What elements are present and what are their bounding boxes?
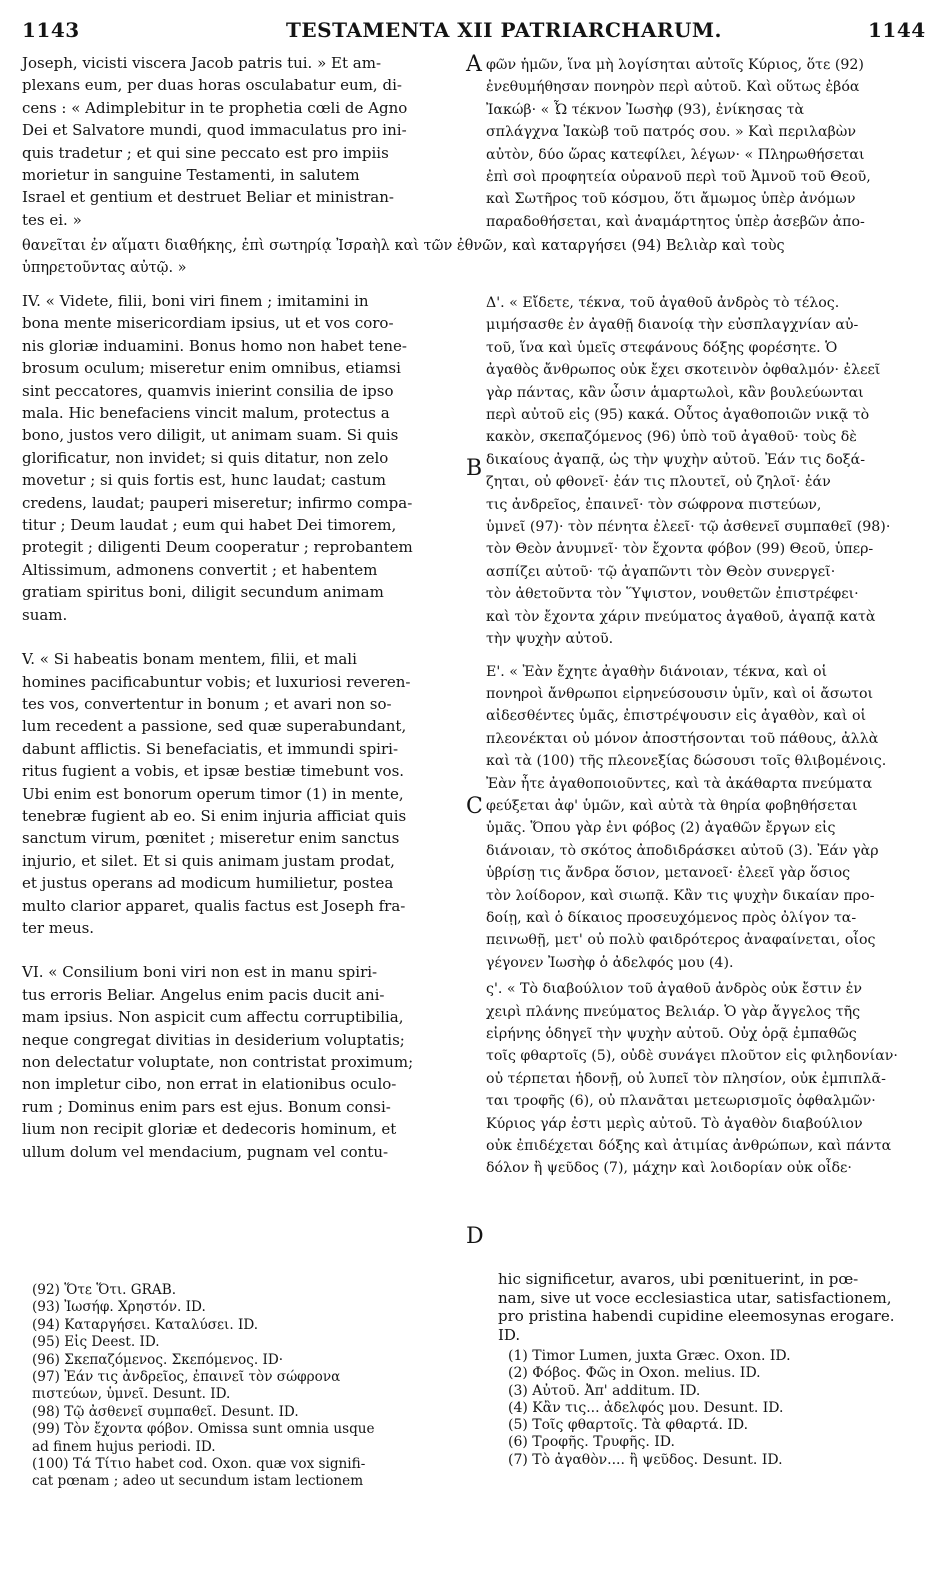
text-line: χειρὶ πλάνης πνεύματος Βελιάρ. Ὁ γὰρ ἄγγελος τῆς (486, 1003, 861, 1020)
text-line: Joseph, vicisti viscera Jacob patris tui. » Et am- (22, 54, 382, 72)
footnote: (94) Καταργήσει. Καταλύσει. ID. (32, 1316, 259, 1333)
text-line: ὑμνεῖ (97)· τὸν πένητα ἐλεεῖ· τῷ ἀσθενεῖ συμπαθεῖ (98)· (486, 519, 891, 536)
text-line: ὑμᾶς. Ὅπου γὰρ ἐνι φόβος (2) ἀγαθῶν ἔργων εἰς (486, 820, 836, 837)
footnote: (98) Τῷ ἀσθενεῖ συμπαθεῖ. Desunt. ID. (32, 1403, 299, 1420)
text-line: plexans eum, per duas horas osculabatur eum, di- (22, 76, 402, 95)
latin-section-iv (22, 290, 454, 626)
footnote: (7) Τὸ ἀγαθὸν.... ἢ ψεῦδος. Desunt. ID. (508, 1451, 783, 1468)
text-line: ullum dolum vel mendacium, pugnam vel contu- (22, 1142, 389, 1161)
text-line: φεύξεται ἀφ' ὑμῶν, καὶ αὐτὰ τὰ θηρία φοβηθήσεται (486, 797, 858, 814)
text-line: injurio, et silet. Et si quis animam justam prodat, (22, 851, 395, 870)
footnote: (1) Timor Lumen, juxta Græc. Oxon. ID. (508, 1348, 791, 1364)
text-line: quis tradetur ; et qui sine peccato est pro impiis (22, 143, 389, 162)
text-line: sint peccatores, quamvis inierint consilia de ipso (22, 381, 394, 400)
text-line: τὸν ἀθετοῦντα τὸν Ὕψιστον, νουθετῶν ἐπιστρέφει· (486, 586, 859, 603)
latin-top-block (22, 52, 454, 231)
text-line: credens, laudat; pauperi miseretur; infirmo compa- (22, 493, 413, 512)
greek-full-line: θανεῖται ἐν αἵματι διαθήκης, ἐπὶ σωτηρίᾳ Ἰσραὴλ καὶ τῶν ἐθνῶν, καὶ καταργήσει (94) Βελιὰρ καὶ τοὺς (22, 238, 785, 254)
footnote: (2) Φόβος. Φῶς in Oxon. melius. ID. (508, 1365, 761, 1382)
text-line: οὐκ ἐπιδέχεται δόξης καὶ ἀτιμίας ἀνθρώπων, καὶ πάντα (486, 1138, 892, 1155)
text-line: tes ei. » (22, 210, 82, 229)
text-line: Dei et Salvatore mundi, quod immaculatus pro ini- (22, 121, 407, 140)
footnote: πιστεύων, ὑμνεῖ. Desunt. ID. (32, 1386, 231, 1403)
marker-c: C (466, 794, 483, 819)
text-line: καὶ τὸν ἔχοντα χάριν πνεύματος ἀγαθοῦ, ἀγαπᾷ κατὰ (486, 608, 876, 625)
text-line: τὴν ψυχὴν αὐτοῦ. (486, 631, 614, 648)
text-line: Ubi enim est bonorum operum timor (1) in mente, (22, 784, 404, 803)
text-line: σπλάγχνα Ἰακὼβ τοῦ πατρός σου. » Καὶ περιλαβὼν (486, 124, 856, 141)
latin-section-vi (22, 961, 454, 1163)
text-line: ἐπὶ σοὶ προφητεία οὐρανοῦ περὶ τοῦ Ἀμνοῦ τοῦ Θεοῦ, (486, 169, 871, 186)
text-line: lum recedent a passione, sed quæ superabundant, (22, 717, 407, 736)
text-line: μιμήσασθε ἐν ἀγαθῇ διανοίᾳ τὴν εὐσπλαγχνίαν αὐ- (486, 317, 859, 334)
footnote: cat pœnam ; adeo ut secundum istam lectionem (32, 1473, 364, 1490)
text-line: τοῖς φθαρτοῖς (5), οὐδὲ συνάγει πλοῦτον εἰς φιληδονίαν· (486, 1048, 898, 1065)
text-line: morietur in sanguine Testamenti, in salutem (22, 166, 360, 185)
text-line: αἰδεσθέντες ὑμᾶς, ἐπιστρέψουσιν εἰς ἀγαθὸν, καὶ οἱ (486, 708, 867, 725)
text-line: neque congregat divitias in desiderium voluptatis; (22, 1030, 405, 1049)
text-line: IV. « Videte, filii, boni viri finem ; imitamini in (22, 292, 369, 310)
text-line: non impletur cibo, non errat in elationibus oculo- (22, 1075, 397, 1094)
text-line: πεινωθῇ, μετ' οὐ πολὺ φαιδρότερος ἀναφαίνεται, οἷος (486, 932, 876, 949)
text-line: ritus fugient a vobis, et ipsæ bestiæ timebunt vos. (22, 762, 405, 781)
greek-main-column (486, 292, 928, 1180)
text-line: τοῦ, ἵνα καὶ ὑμεῖς στεφάνους δόξης φορέσητε. Ὁ (486, 339, 838, 356)
text-line: Κύριος γάρ ἐστι μερὶς αὐτοῦ. Τὸ ἀγαθὸν διαβούλιον (486, 1115, 863, 1132)
text-line: πονηροὶ ἄνθρωποι εἰρηνεύσουσιν ὑμῖν, καὶ οἱ ἄσωτοι (486, 685, 874, 702)
text-line: Δ'. « Εἴδετε, τέκνα, τοῦ ἀγαθοῦ ἀνδρὸς τὸ τέλος. (486, 295, 840, 311)
footnotes-left (32, 1282, 456, 1491)
greek-full-line: ὑπηρετοῦντας αὐτῷ. » (22, 260, 187, 276)
greek-section-5 (486, 661, 928, 975)
latin-main-column (22, 290, 454, 1163)
text-line: multo clarior apparet, qualis factus est Joseph fra- (22, 896, 406, 915)
text-line: εἰρήνης ὁδηγεῖ τὴν ψυχὴν αὐτοῦ. Οὐχ ὁρᾷ ἐμπαθῶς (486, 1026, 857, 1042)
text-line: καὶ Σωτῆρος τοῦ κόσμου, ὅτι ἄμωμος ὑπὲρ ἀνόμων (486, 191, 856, 208)
text-line: ται τροφῆς (6), οὐ πλανᾶται μετεωρισμοῖς ὀφθαλμῶν· (486, 1093, 876, 1110)
footnote: (3) Αὐτοῦ. Ἀπ' additum. ID. (508, 1382, 701, 1399)
text-line: bona mente misericordiam ipsius, ut et vos coro- (22, 314, 394, 333)
footnote: (92) Ὅτε Ὅτι. GRAB. (32, 1282, 177, 1298)
text-line: movetur ; si quis fortis est, hunc laudat; castum (22, 471, 386, 490)
text-line: glorificatur, non invidet; si quis ditatur, non zelo (22, 448, 389, 467)
footnote: (97) Ἐάν τις ἀνδρεῖος, ἐπαινεῖ τὸν σώφρονα (32, 1369, 341, 1386)
greek-section-6 (486, 978, 928, 1180)
text-line: φῶν ἡμῶν, ἵνα μὴ λογίσηται αὐτοῖς Κύριος, ὅτε (92) (486, 57, 864, 73)
text-line: mam ipsius. Non aspicit cum affectu corruptibilia, (22, 1008, 404, 1027)
text-line: δόλον ἢ ψεῦδος (7), μάχην καὶ λοιδορίαν οὐκ οἶδε· (486, 1160, 852, 1177)
text-line: οὐ τέρπεται ἡδονῇ, οὐ λυπεῖ τὸν πλησίον, οὐκ ἐμπιπλᾶ- (486, 1070, 886, 1087)
text-line: V. « Si habeatis bonam mentem, filii, et mali (22, 650, 357, 669)
footnote: (100) Τά Τίτιο habet cod. Oxon. quæ vox signifi- (32, 1456, 366, 1473)
text-line: καὶ τὰ (100) τῆς πλεονεξίας δώσουσι τοῖς θλιβομένοις. (486, 753, 887, 770)
text-line: homines pacificabuntur vobis; et luxuriosi reveren- (22, 672, 411, 691)
greek-section-4 (486, 292, 928, 651)
note-line: ID. (498, 1325, 521, 1344)
text-line: titur ; Deum laudat ; eum qui habet Dei timorem, (22, 516, 397, 535)
text-line: παραδοθήσεται, καὶ ἀναμάρτητος ὑπὲρ ἀσεβῶν ἀπο- (486, 213, 865, 230)
text-line: protegit ; diligenti Deum cooperatur ; reprobantem (22, 538, 413, 557)
text-line: γέγονεν Ἰωσὴφ ὁ ἀδελφός μου (4). (486, 954, 734, 971)
text-line: rum ; Dominus enim pars est ejus. Bonum consi- (22, 1097, 391, 1116)
text-line: suam. (22, 605, 68, 624)
footnote: (96) Σκεπαζόμενος. Σκεπόμενος. ID· (32, 1351, 284, 1368)
text-line: κακὸν, σκεπαζόμενος (96) ὑπὸ τοῦ ἀγαθοῦ· τοὺς δὲ (486, 429, 857, 446)
text-line: περὶ αὐτοῦ εἰς (95) κακά. Οὗτος ἀγαθοποιῶν νικᾷ τὸ (486, 407, 870, 424)
marker-d: D (466, 1224, 484, 1249)
text-line: ζηται, οὐ φθονεῖ· ἐάν τις πλουτεῖ, οὐ ζηλοῖ· ἐάν (486, 474, 831, 491)
text-line: διάνοιαν, τὸ σκότος ἀποδιδράσκει αὐτοῦ (3). Ἐάν γὰρ (486, 842, 879, 859)
text-line: Ἰακώβ· « Ὦ τέκνον Ἰωσὴφ (93), ἐνίκησας τὰ (486, 101, 805, 118)
footnote: (93) Ἰωσήφ. Χρηστόν. ID. (32, 1299, 206, 1316)
running-title: TESTAMENTA XII PATRIARCHARUM. (286, 18, 723, 42)
text-line: δοίῃ, καὶ ὁ δίκαιος προσευχόμενος πρὸς ὀλίγον τα- (486, 909, 857, 926)
marker-b: B (466, 456, 483, 481)
text-line: et justus operans ad modicum humilietur, postea (22, 874, 394, 893)
text-line: γὰρ πάντας, κἂν ὦσιν ἁμαρτωλοὶ, κἂν βουλεύωνται (486, 384, 864, 401)
text-line: tenebræ fugient ab eo. Si enim injuria afficiat quis (22, 806, 407, 825)
text-line: δικαίους ἀγαπᾷ, ὡς τὴν ψυχὴν αὐτοῦ. Ἐάν τις δοξά- (486, 451, 865, 468)
text-line: Altissimum, admonens convertit ; et habentem (22, 560, 378, 579)
footnote: (99) Τὸν ἔχοντα φόβον. Omissa sunt omnia usque (32, 1421, 375, 1438)
page-number-right: 1144 (868, 18, 926, 42)
text-line: ς'. « Τὸ διαβούλιον τοῦ ἀγαθοῦ ἀνδρὸς οὐκ ἔστιν ἐν (486, 981, 862, 998)
text-line: dabunt afflictis. Si benefaciatis, et immundi spiri- (22, 739, 399, 758)
text-line: Ε'. « Ἐὰν ἔχητε ἀγαθὴν διάνοιαν, τέκνα, καὶ οἱ (486, 663, 828, 680)
text-line: brosum oculum; miseretur enim omnibus, etiamsi (22, 359, 401, 378)
text-line: tus erroris Beliar. Angelus enim pacis ducit ani- (22, 985, 385, 1004)
greek-top-block (486, 54, 928, 233)
footnotes-right (508, 1348, 928, 1469)
text-line: ὑβρίσῃ τις ἄνδρα ὅσιον, μετανοεῖ· ἐλεεῖ γὰρ ὅσιος (486, 865, 851, 882)
text-line: τὸν λοίδορον, καὶ σιωπᾷ. Κἂν τις ψυχὴν δικαίαν προ- (486, 887, 875, 904)
text-line: gratiam spiritus boni, diligit secundum animam (22, 583, 384, 602)
footnote: (5) Τοῖς φθαρτοῖς. Τὰ φθαρτά. ID. (508, 1417, 749, 1434)
note-line: pro pristina habendi cupidine eleemosynas erogare. (498, 1307, 895, 1325)
text-line: lium non recipit gloriæ et dedecoris hominum, et (22, 1120, 397, 1139)
text-line: non delectatur voluptate, non contristat proximum; (22, 1053, 414, 1071)
latin-section-v (22, 648, 454, 939)
text-line: nis gloriæ induamini. Bonus homo non habet tene- (22, 336, 407, 355)
note-line: hic significetur, avaros, ubi pœnituerint, in pœ- (498, 1270, 859, 1288)
footnote: (6) Τροφῆς. Τρυφῆς. ID. (508, 1434, 675, 1451)
marker-a: A (466, 52, 482, 77)
text-line: sanctum virum, pœnitet ; miseretur enim sanctus (22, 829, 400, 848)
text-line: ἀγαθὸς ἄνθρωπος οὐκ ἔχει σκοτεινὸν ὀφθαλμόν· ἐλεεῖ (486, 362, 881, 379)
text-line: Ἐὰν ἦτε ἀγαθοποιοῦντες, καὶ τὰ ἀκάθαρτα πνεύματα (486, 775, 873, 792)
text-line: ἐνεθυμήθησαν πονηρὸν περὶ αὐτοῦ. Καὶ οὕτως ἐβόα (486, 79, 860, 96)
text-line: cens : « Adimplebitur in te prophetia cœli de Agno (22, 98, 408, 117)
text-line: bono, justos vero diligit, ut animam suam. Si quis (22, 426, 399, 445)
text-line: αὐτὸν, δύο ὥρας κατεφίλει, λέγων· « Πληρωθήσεται (486, 146, 865, 163)
text-line: Israel et gentium et destruet Beliar et ministran- (22, 188, 394, 207)
text-line: mala. Hic benefaciens vincit malum, protectus a (22, 404, 390, 423)
footnote: (4) Κἂν τις... ἀδελφός μου. Desunt. ID. (508, 1399, 784, 1416)
text-line: ter meus. (22, 918, 95, 937)
text-line: τὸν Θεὸν ἀνυμνεῖ· τὸν ἔχοντα φόβον (99) Θεοῦ, ὑπερ- (486, 541, 874, 558)
text-line: VI. « Consilium boni viri non est in manu spiri- (22, 963, 378, 982)
page-number-left: 1143 (22, 18, 80, 42)
footnote: ad finem hujus periodi. ID. (32, 1438, 216, 1455)
text-line: tes vos, convertentur in bonum ; et avari non so- (22, 694, 392, 713)
footnote: (95) Εἰς Deest. ID. (32, 1334, 160, 1351)
note-continuation (498, 1270, 930, 1344)
text-line: ασπίζει αὐτοῦ· τῷ ἀγαπῶντι τὸν Θεὸν συνεργεῖ· (486, 563, 836, 580)
text-line: πλεονέκται οὐ μόνον ἀποστήσονται τοῦ πάθους, ἀλλὰ (486, 730, 879, 747)
note-line: nam, sive ut voce ecclesiastica utar, satisfactionem, (498, 1288, 892, 1307)
text-line: τις ἀνδρεῖος, ἐπαινεῖ· τὸν σώφρονα πιστεύων, (486, 496, 822, 513)
